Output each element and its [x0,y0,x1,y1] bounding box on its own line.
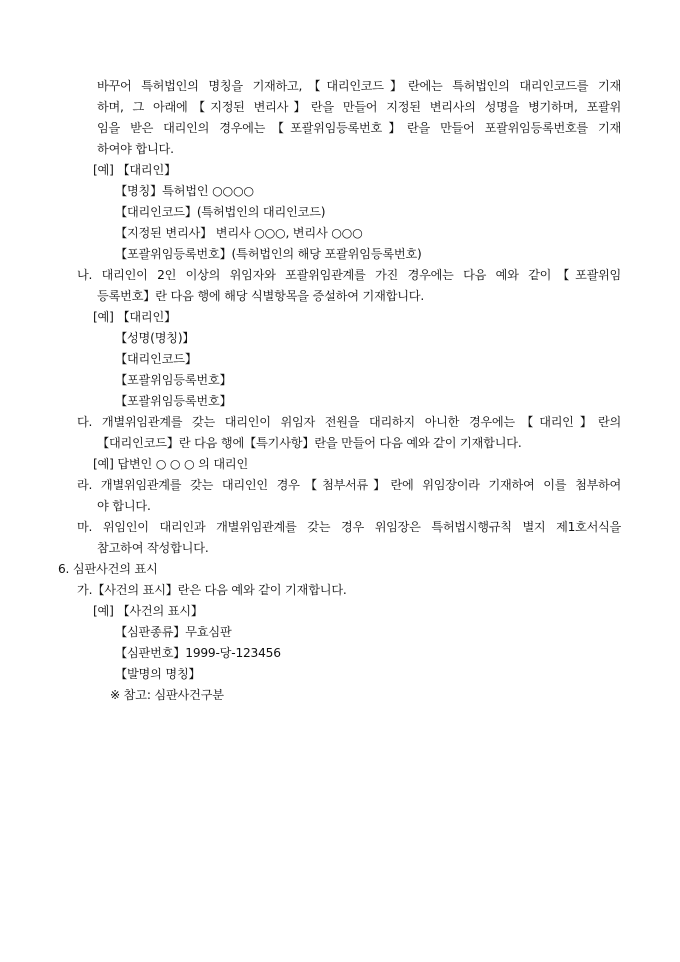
section-title: 6. 심판사건의 표시 [58,562,158,576]
example-item: 【심판번호】1999-당-123456 [115,646,281,660]
example-item: 【포괄위임등록번호】(특허법인의 해당 포괄위임등록번호) [115,247,422,261]
list-item-da: 다. 개별위임관계를 갖는 대리인이 위임자 전원을 대리하지 아니한 경우에는【대리인】란의 [77,415,621,429]
paragraph-line: 바꾸어 특허법인의 명칭을 기재하고,【대리인코드】란에는 특허법인의 대리인코드를 기재 [97,79,621,93]
list-item-na-cont: 등록번호】란 다음 행에 해당 식별항목을 증설하여 기재합니다. [97,289,425,303]
example-line: [예] 답변인 ○ ○ ○ 의 대리인 [93,457,249,471]
paragraph-line: 하며, 그 아래에【지정된 변리사】란을 만들어 지정된 변리사의 성명을 병기하며, 포괄위 [97,100,621,114]
example-item: 【대리인코드】 [115,352,197,366]
example-header: [예] 【대리인】 [93,310,177,324]
example-header: [예] 【대리인】 [93,163,177,177]
list-item-ma-cont: 참고하여 작성합니다. [97,541,209,555]
example-item: 【발명의 명칭】 [115,667,201,681]
example-item: 【포괄위임등록번호】 [115,394,232,408]
paragraph-line: 하여야 합니다. [97,142,174,156]
list-item-da-cont: 【대리인코드】란 다음 행에【특기사항】란을 만들어 다음 예와 같이 기재합니다. [97,436,522,450]
example-item: 【포괄위임등록번호】 [115,373,232,387]
list-item-ra-cont: 야 합니다. [97,499,151,513]
example-item: 【성명(명칭)】 [115,331,195,345]
example-item: 【대리인코드】(특허법인의 대리인코드) [115,205,326,219]
list-item-ma: 마. 위임인이 대리인과 개별위임관계를 갖는 경우 위임장은 특허법시행규칙 별지 제1호서식을 [77,520,621,534]
list-item-ra: 라. 개별위임관계를 갖는 대리인인 경우【첨부서류】란에 위임장이라 기재하여 이를 첨부하여 [77,478,621,492]
list-item-na: 나. 대리인이 2인 이상의 위임자와 포괄위임관계를 가진 경우에는 다음 예와 같이【포괄위임 [77,268,621,282]
reference-note: ※ 참고: 심판사건구분 [110,688,224,702]
paragraph-line: 임을 받은 대리인의 경우에는【포괄위임등록번호】란을 만들어 포괄위임등록번호를 기재 [97,121,621,135]
example-item: 【심판종류】무효심판 [115,625,232,639]
example-header: [예] 【사건의 표시】 [93,604,203,618]
list-item-ga: 가.【사건의 표시】란은 다음 예와 같이 기재합니다. [77,583,347,597]
example-item: 【지정된 변리사】 변리사 ○○○, 변리사 ○○○ [115,226,363,240]
example-item: 【명칭】특허법인 ○○○○ [115,184,254,198]
